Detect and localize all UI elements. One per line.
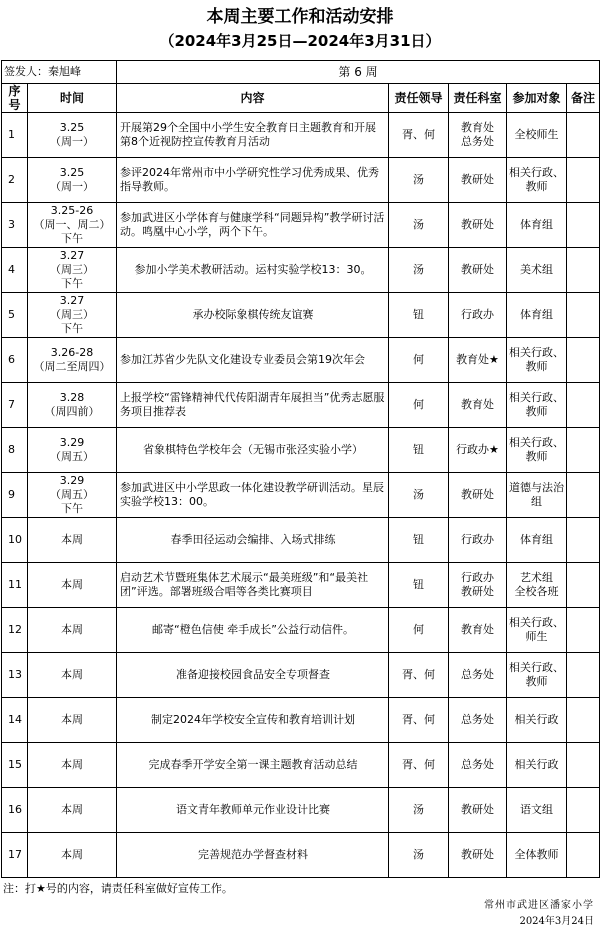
row-remarks [567,203,600,248]
row-content: 准备迎接校园食品安全专项督查 [117,653,389,698]
table-row [2,203,600,248]
row-content: 邮寄“橙色信使 牵手成长”公益行动信件。 [117,608,389,653]
footer-note: 注：打★号的内容，请责任科室做好宣传工作。 [3,882,233,895]
row-content: 上报学校“雷锋精神代代传阳湖青年展担当”优秀志愿服务项目推荐表 [117,383,389,428]
row-participants: 全校师生 [507,113,567,158]
row-leader: 汤 [389,473,449,518]
row-time: 3.29 （周五） 下午 [28,473,117,518]
row-participants: 语文组 [507,788,567,833]
row-leader: 钮 [389,293,449,338]
schedule-table [1,60,600,878]
header-participants: 参加对象 [507,84,567,113]
row-content: 完成春季开学安全第一课主题教育活动总结 [117,743,389,788]
row-seq: 17 [2,833,28,878]
table-row [2,248,600,293]
week-label: 第 6 周 [117,61,600,84]
page-title: 本周主要工作和活动安排 [206,7,394,27]
row-content: 完善规范办学督查材料 [117,833,389,878]
row-time: 本周 [28,653,117,698]
row-seq: 8 [2,428,28,473]
row-participants: 美术组 [507,248,567,293]
row-office: 教研处 [449,788,507,833]
row-time: 3.25 （周一） [28,113,117,158]
row-office: 行政办★ [449,428,507,473]
row-office: 教育处 [449,383,507,428]
row-office: 教研处 [449,833,507,878]
row-participants: 体育组 [507,293,567,338]
row-content: 省象棋特色学校年会（无锡市张泾实验小学） [117,428,389,473]
row-office: 行政办 [449,518,507,563]
row-office: 教研处 [449,158,507,203]
row-participants: 相关行政、教师 [507,653,567,698]
row-time: 3.27 （周三） 下午 [28,248,117,293]
row-seq: 7 [2,383,28,428]
meta-row [2,61,600,84]
row-remarks [567,833,600,878]
row-leader: 汤 [389,788,449,833]
row-remarks [567,788,600,833]
header-time: 时间 [28,84,117,113]
row-remarks [567,248,600,293]
row-office: 总务处 [449,743,507,788]
row-seq: 5 [2,293,28,338]
row-leader: 何 [389,338,449,383]
row-remarks [567,428,600,473]
row-remarks [567,653,600,698]
row-participants: 相关行政 [507,698,567,743]
row-time: 3.28 （周四前） [28,383,117,428]
row-time: 本周 [28,833,117,878]
row-participants: 相关行政、教师 [507,158,567,203]
row-leader: 汤 [389,833,449,878]
table-row [2,788,600,833]
table-row [2,473,600,518]
issue-date: 2024年3月24日 [519,916,594,927]
row-content: 参加武进区中小学思政一体化建设教学研训活动。星辰实验学校13：00。 [117,473,389,518]
row-content: 参评2024年常州市中小学研究性学习优秀成果、优秀指导教师。 [117,158,389,203]
row-leader: 何 [389,383,449,428]
row-office: 教育处★ [449,338,507,383]
header-remarks: 备注 [567,84,600,113]
row-seq: 1 [2,113,28,158]
row-content: 参加武进区小学体育与健康学科“同题异构”教学研讨活动。鸣凰中心小学，两个下午。 [117,203,389,248]
table-row [2,563,600,608]
row-leader: 胥、何 [389,698,449,743]
row-remarks [567,338,600,383]
row-content: 开展第29个全国中小学生安全教育日主题教育和开展第8个近视防控宣传教育月活动 [117,113,389,158]
row-seq: 2 [2,158,28,203]
row-time: 本周 [28,518,117,563]
table-row [2,293,600,338]
row-leader: 钮 [389,518,449,563]
row-content: 参加江苏省少先队文化建设专业委员会第19次年会 [117,338,389,383]
row-seq: 13 [2,653,28,698]
row-seq: 14 [2,698,28,743]
row-participants: 道德与法治组 [507,473,567,518]
page-subtitle: （2024年3月25日—2024年3月31日） [159,32,441,50]
row-time: 3.26-28 （周二至周四） [28,338,117,383]
row-time: 3.25-26 （周一、周二） 下午 [28,203,117,248]
row-office: 行政办 教研处 [449,563,507,608]
table-row [2,608,600,653]
header-seq: 序号 [2,84,28,113]
row-remarks [567,293,600,338]
row-leader: 汤 [389,203,449,248]
row-time: 3.27 （周三） 下午 [28,293,117,338]
table-row [2,833,600,878]
row-participants: 体育组 [507,203,567,248]
row-remarks [567,518,600,563]
row-leader: 胥、何 [389,653,449,698]
row-participants: 相关行政、教师 [507,428,567,473]
row-leader: 汤 [389,248,449,293]
row-content: 语文青年教师单元作业设计比赛 [117,788,389,833]
row-participants: 艺术组 全校各班 [507,563,567,608]
row-seq: 16 [2,788,28,833]
issuing-organization: 常州市武进区潘家小学 [484,900,594,911]
row-time: 3.25 （周一） [28,158,117,203]
row-office: 教研处 [449,248,507,293]
row-participants: 全体教师 [507,833,567,878]
row-content: 春季田径运动会编排、入场式排练 [117,518,389,563]
row-content: 制定2024年学校安全宣传和教育培训计划 [117,698,389,743]
row-leader: 汤 [389,158,449,203]
row-remarks [567,113,600,158]
signer-label: 签发人：秦旭峰 [2,61,117,84]
row-remarks [567,563,600,608]
row-seq: 11 [2,563,28,608]
table-row [2,743,600,788]
row-time: 本周 [28,743,117,788]
header-row [2,84,600,113]
table-row [2,113,600,158]
row-seq: 4 [2,248,28,293]
row-participants: 体育组 [507,518,567,563]
row-content: 承办校际象棋传统友谊赛 [117,293,389,338]
row-time: 本周 [28,698,117,743]
row-time: 本周 [28,608,117,653]
row-office: 总务处 [449,698,507,743]
row-office: 教研处 [449,203,507,248]
row-participants: 相关行政、教师 [507,383,567,428]
row-leader: 钮 [389,428,449,473]
row-remarks [567,743,600,788]
row-office: 行政办 [449,293,507,338]
row-remarks [567,158,600,203]
row-seq: 9 [2,473,28,518]
row-remarks [567,383,600,428]
row-leader: 何 [389,608,449,653]
row-content: 参加小学美术教研活动。运村实验学校13：30。 [117,248,389,293]
table-row [2,428,600,473]
row-participants: 相关行政、师生 [507,608,567,653]
row-remarks [567,473,600,518]
row-seq: 10 [2,518,28,563]
header-office: 责任科室 [449,84,507,113]
row-content: 启动艺术节暨班集体艺术展示“最美班级”和“最美社团”评选。部署班级合唱等各类比赛项目 [117,563,389,608]
table-row [2,158,600,203]
row-participants: 相关行政 [507,743,567,788]
row-time: 本周 [28,563,117,608]
row-leader: 胥、何 [389,743,449,788]
row-time: 3.29 （周五） [28,428,117,473]
table-row [2,383,600,428]
header-content: 内容 [117,84,389,113]
table-row [2,338,600,383]
row-leader: 钮 [389,563,449,608]
row-seq: 15 [2,743,28,788]
row-office: 教研处 [449,473,507,518]
row-seq: 3 [2,203,28,248]
table-row [2,698,600,743]
row-leader: 胥、何 [389,113,449,158]
table-row [2,653,600,698]
table-row [2,518,600,563]
row-remarks [567,698,600,743]
footer [0,872,598,928]
row-participants: 相关行政、教师 [507,338,567,383]
row-seq: 12 [2,608,28,653]
row-office: 教育处 总务处 [449,113,507,158]
row-office: 总务处 [449,653,507,698]
row-time: 本周 [28,788,117,833]
row-remarks [567,608,600,653]
row-seq: 6 [2,338,28,383]
header-leader: 责任领导 [389,84,449,113]
row-office: 教育处 [449,608,507,653]
